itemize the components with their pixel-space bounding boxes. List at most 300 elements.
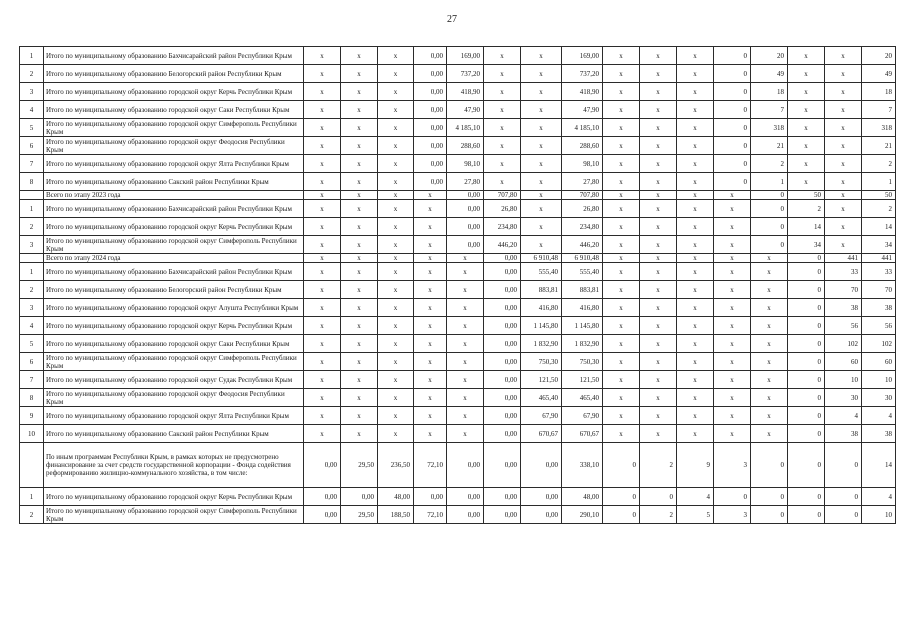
row-number [20,191,44,200]
table-cell: 670,67 [521,425,562,443]
table-cell: 102 [825,335,862,353]
table-cell: x [341,407,378,425]
row-number: 4 [20,317,44,335]
table-cell: x [751,371,788,389]
table-cell: 48,00 [378,488,414,506]
table-cell: 7 [751,101,788,119]
table-cell: 67,90 [521,407,562,425]
table-cell: x [640,137,677,155]
table-cell: x [825,218,862,236]
table-cell: x [825,191,862,200]
table-cell: 290,10 [562,506,603,524]
table-cell: 0,00 [484,506,521,524]
table-cell: 0,00 [414,65,447,83]
table-row [20,335,896,353]
table-cell: 0,00 [414,155,447,173]
row-name: Итого по муниципальному образованию Белогорский район Республики Крым [44,281,304,299]
row-number: 10 [20,425,44,443]
table-cell: 14 [862,218,896,236]
table-cell: 1 145,80 [521,317,562,335]
table-cell: 21 [862,137,896,155]
table-cell: x [304,389,341,407]
table-cell: 1 [862,173,896,191]
table-cell: x [304,65,341,83]
row-name: Итого по муниципальному образованию городской округ Феодосия Республики Крым [44,389,304,407]
table-cell: 3 [714,506,751,524]
table-cell: x [714,236,751,254]
table-cell: x [341,200,378,218]
table-cell: x [378,137,414,155]
table-cell: 9 [677,443,714,488]
table-cell: 0,00 [414,137,447,155]
table-cell: 0 [788,263,825,281]
table-cell: 60 [862,353,896,371]
table-cell: 2 [751,155,788,173]
table-cell: x [603,254,640,263]
table-cell: x [603,47,640,65]
table-cell: x [677,389,714,407]
table-cell: 0,00 [521,443,562,488]
table-cell: x [825,137,862,155]
table-cell: 0,00 [414,173,447,191]
table-cell: 0,00 [304,488,341,506]
table-cell: x [414,236,447,254]
table-cell: x [378,254,414,263]
table-cell: x [304,353,341,371]
table-cell: x [825,101,862,119]
table-cell: 1 832,90 [562,335,603,353]
table-cell: x [603,281,640,299]
table-cell: x [751,263,788,281]
table-cell: x [447,389,484,407]
table-cell: x [378,65,414,83]
table-cell: 0,00 [484,425,521,443]
table-cell: 737,20 [562,65,603,83]
table-cell: 446,20 [484,236,521,254]
table-cell: x [341,371,378,389]
table-cell: x [378,263,414,281]
table-cell: 0 [788,425,825,443]
table-cell: 0 [751,218,788,236]
table-cell: x [414,335,447,353]
table-row [20,47,896,65]
table-cell: x [714,425,751,443]
table-cell: x [714,263,751,281]
table-cell: x [640,281,677,299]
row-number: 5 [20,335,44,353]
table-cell: x [677,191,714,200]
table-cell: 2 [640,506,677,524]
table-cell: x [341,299,378,317]
table-cell: x [484,83,521,101]
table-cell: 670,67 [562,425,603,443]
table-cell: x [484,65,521,83]
table-cell: 441 [862,254,896,263]
table-cell: x [521,155,562,173]
table-cell: x [640,119,677,137]
table-cell: x [603,200,640,218]
table-cell: x [751,389,788,407]
table-cell: x [304,299,341,317]
table-cell: x [414,371,447,389]
row-number: 5 [20,119,44,137]
table-cell: 0 [788,443,825,488]
table-cell: x [414,254,447,263]
table-cell: x [378,353,414,371]
table-cell: x [378,173,414,191]
table-cell: 0 [788,407,825,425]
table-cell: x [341,353,378,371]
table-cell: 2 [862,200,896,218]
table-cell: x [677,263,714,281]
table-cell: 34 [862,236,896,254]
table-cell: x [304,218,341,236]
table-cell: x [603,65,640,83]
table-cell: 707,80 [562,191,603,200]
row-name: Итого по муниципальному образованию Бахчисарайский район Республики Крым [44,200,304,218]
table-cell: x [341,191,378,200]
table-cell: 0,00 [447,488,484,506]
table-cell: x [640,407,677,425]
table-cell: 0 [825,488,862,506]
table-cell: x [677,200,714,218]
table-cell: 883,81 [562,281,603,299]
table-cell: 0,00 [414,488,447,506]
table-cell: 72,10 [414,506,447,524]
table-row [20,371,896,389]
table-cell: 0 [751,200,788,218]
table-cell: 0 [825,443,862,488]
table-cell: x [341,47,378,65]
table-cell: 26,80 [484,200,521,218]
table-cell: x [714,254,751,263]
table-cell: x [640,191,677,200]
row-name: Итого по муниципальному образованию городской округ Ялта Республики Крым [44,407,304,425]
table-cell: 10 [825,371,862,389]
row-name: Итого по муниципальному образованию Белогорский район Республики Крым [44,65,304,83]
table-cell: x [677,83,714,101]
table-cell: 7 [862,101,896,119]
table-cell: x [603,101,640,119]
table-cell: x [447,353,484,371]
table-cell: x [484,155,521,173]
row-number: 3 [20,236,44,254]
table-cell: x [640,353,677,371]
table-cell: x [825,83,862,101]
table-row [20,317,896,335]
table-cell: x [521,119,562,137]
table-cell: x [447,335,484,353]
table-cell: 18 [751,83,788,101]
table-cell: 169,00 [447,47,484,65]
table-cell: 14 [788,218,825,236]
table-cell: 416,80 [562,299,603,317]
row-number: 6 [20,353,44,371]
table-cell: x [304,254,341,263]
table-cell: x [378,83,414,101]
table-cell: x [341,335,378,353]
table-cell: 0 [751,191,788,200]
table-cell: x [677,353,714,371]
table-cell: x [304,317,341,335]
table-cell: x [414,353,447,371]
table-cell: 0,00 [484,317,521,335]
table-cell: x [751,407,788,425]
table-cell: x [378,200,414,218]
table-cell: 14 [862,443,896,488]
row-number: 3 [20,299,44,317]
table-cell: x [640,65,677,83]
table-cell: 0,00 [484,299,521,317]
table-cell: x [378,371,414,389]
table-cell: x [304,236,341,254]
table-cell: x [677,299,714,317]
table-cell: x [521,83,562,101]
table-cell: 30 [862,389,896,407]
table-cell: 0 [640,488,677,506]
table-cell: 234,80 [562,218,603,236]
table-row [20,173,896,191]
table-cell: 4 [825,407,862,425]
row-number: 2 [20,506,44,524]
table-cell: 0,00 [304,506,341,524]
table-cell: x [640,236,677,254]
table-cell: 26,80 [562,200,603,218]
table-cell: 465,40 [562,389,603,407]
table-cell: 0,00 [304,443,341,488]
table-cell: 98,10 [562,155,603,173]
table-cell: 49 [751,65,788,83]
row-name: Итого по муниципальному образованию городской округ Керчь Республики Крым [44,83,304,101]
table-cell: x [640,101,677,119]
table-cell: 441 [825,254,862,263]
table-cell: 29,50 [341,443,378,488]
table-cell: 883,81 [521,281,562,299]
table-row [20,191,896,200]
table-cell: 0,00 [521,488,562,506]
table-cell: x [484,173,521,191]
table-cell: x [521,137,562,155]
table-cell: x [603,425,640,443]
table-cell: x [603,137,640,155]
table-cell: x [304,137,341,155]
row-name: Итого по муниципальному образованию городской округ Симферополь Республики Крым [44,506,304,524]
table-cell: 0 [788,353,825,371]
table-cell: 0,00 [484,407,521,425]
table-row [20,488,896,506]
table-cell: x [378,191,414,200]
table-cell: 102 [862,335,896,353]
table-cell: x [603,389,640,407]
table-cell: 0,00 [484,488,521,506]
table-cell: 121,50 [562,371,603,389]
table-cell: x [341,263,378,281]
table-cell: x [751,335,788,353]
row-name: Итого по муниципальному образованию Сакский район Республики Крым [44,173,304,191]
table-cell: x [341,218,378,236]
table-cell: x [714,389,751,407]
table-cell: 0 [714,137,751,155]
table-row [20,299,896,317]
row-number: 8 [20,173,44,191]
table-cell: 3 [714,443,751,488]
row-number: 2 [20,218,44,236]
row-number: 1 [20,263,44,281]
table-cell: x [521,65,562,83]
table-cell: 10 [862,506,896,524]
table-cell: x [677,407,714,425]
table-cell: x [677,218,714,236]
row-name: Итого по муниципальному образованию городской округ Саки Республики Крым [44,101,304,119]
table-cell: 0 [788,371,825,389]
table-cell: x [640,218,677,236]
row-number: 6 [20,137,44,155]
row-name: Итого по муниципальному образованию Сакский район Республики Крым [44,425,304,443]
table-cell: x [640,389,677,407]
row-number [20,443,44,488]
table-row [20,200,896,218]
table-cell: x [677,173,714,191]
table-cell: x [304,263,341,281]
table-cell: x [414,425,447,443]
table-cell: x [304,47,341,65]
table-cell: 0,00 [447,443,484,488]
table-cell: x [341,389,378,407]
table-cell: 5 [677,506,714,524]
table-cell: 70 [862,281,896,299]
table-cell: x [677,101,714,119]
table-cell: 67,90 [562,407,603,425]
table-cell: 33 [862,263,896,281]
table-cell: x [788,101,825,119]
table-cell: 0 [751,488,788,506]
table-cell: 0 [603,443,640,488]
table-cell: x [603,407,640,425]
table-cell: 60 [825,353,862,371]
table-cell: x [414,200,447,218]
table-cell: 288,60 [447,137,484,155]
table-cell: x [788,83,825,101]
table-cell: x [603,191,640,200]
table-cell: 6 910,48 [562,254,603,263]
table-cell: x [378,119,414,137]
table-cell: 29,50 [341,506,378,524]
table-cell: 0 [788,389,825,407]
table-cell: x [714,353,751,371]
table-cell: x [414,263,447,281]
table-cell: x [714,218,751,236]
table-cell: x [825,47,862,65]
table-row [20,281,896,299]
table-cell: x [788,47,825,65]
table-cell: x [788,119,825,137]
table-cell: x [304,101,341,119]
row-name: Итого по муниципальному образованию городской округ Саки Республики Крым [44,335,304,353]
table-cell: x [603,119,640,137]
table-cell: 0,00 [484,371,521,389]
table-cell: 0,00 [414,83,447,101]
table-cell: 1 145,80 [562,317,603,335]
table-cell: x [378,299,414,317]
table-cell: 10 [862,371,896,389]
row-name: Итого по муниципальному образованию городской округ Феодосия Республики Крым [44,137,304,155]
table-cell: x [521,101,562,119]
table-cell: x [677,137,714,155]
table-cell: x [677,317,714,335]
table-row [20,155,896,173]
table-cell: x [378,389,414,407]
table-cell: x [304,191,341,200]
table-cell: 0 [788,506,825,524]
row-name: Итого по муниципальному образованию Бахчисарайский район Республики Крым [44,47,304,65]
table-cell: x [447,254,484,263]
table-cell: x [751,317,788,335]
table-cell: 49 [862,65,896,83]
table-cell: 0 [788,317,825,335]
table-row [20,443,896,488]
table-cell: x [603,317,640,335]
table-cell: x [447,371,484,389]
table-cell: x [304,335,341,353]
table-cell: x [677,281,714,299]
table-cell: 27,80 [562,173,603,191]
table-cell: x [304,425,341,443]
table-cell: 0 [603,506,640,524]
row-number: 8 [20,389,44,407]
table-cell: x [378,425,414,443]
table-cell: x [341,119,378,137]
table-cell: x [521,218,562,236]
table-cell: 70 [825,281,862,299]
table-cell: x [521,200,562,218]
table-cell: x [378,236,414,254]
table-cell: 288,60 [562,137,603,155]
table-cell: x [640,335,677,353]
table-cell: 4 [862,488,896,506]
table-cell: x [714,335,751,353]
table-cell: 0,00 [414,101,447,119]
table-cell: x [603,371,640,389]
table-cell: 188,50 [378,506,414,524]
table-cell: x [751,425,788,443]
table-cell: 234,80 [484,218,521,236]
table-cell: x [751,254,788,263]
table-cell: x [414,407,447,425]
row-name: Итого по муниципальному образованию городской округ Симферополь Республики Крым [44,236,304,254]
table-cell: x [378,155,414,173]
table-cell: 418,90 [447,83,484,101]
table-cell: x [825,65,862,83]
table-cell: 2 [640,443,677,488]
table-cell: 446,20 [562,236,603,254]
table-cell: 0,00 [484,281,521,299]
table-cell: 21 [751,137,788,155]
table-cell: 72,10 [414,443,447,488]
table-cell: x [341,281,378,299]
row-number: 9 [20,407,44,425]
table-cell: x [341,155,378,173]
table-cell: 0,00 [414,119,447,137]
table-cell: 0 [751,236,788,254]
table-cell: x [341,65,378,83]
table-cell: 0,00 [484,389,521,407]
table-row [20,353,896,371]
table-row [20,506,896,524]
table-cell: x [603,155,640,173]
table-cell: x [378,317,414,335]
table-cell: 0 [788,299,825,317]
table-cell: x [603,335,640,353]
